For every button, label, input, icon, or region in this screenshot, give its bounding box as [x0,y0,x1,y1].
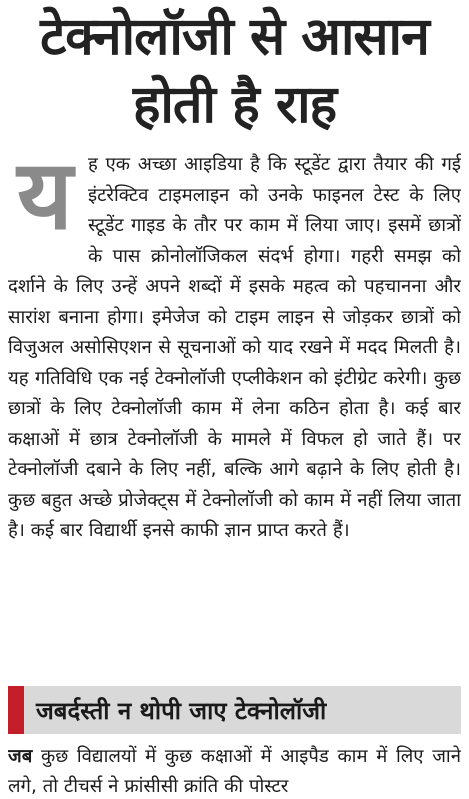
lead-word: जब [8,746,33,767]
article-paragraph: ह एक अच्छा आइडिया है कि स्टूडेंट द्वारा तैयार की गई इंटरेक्टिव टाइमलाइन को उनके फाइनल टेस्ट के लिए स्टूडेंट गाइड के तौर पर काम में लिया जाए। इसमें छात्रों के पास क्रोनोलॉजिकल संदर्भ होगा। गहरी समझ को दर्शाने के लिए उन्हें अपने शब्दों में इसके महत्व को पहचानना और सारांश बनाना होगा। इमेजेज को टाइम लाइन से जोड़कर छात्रों को विजुअल असोसिएशन से सूचनाओं को याद रखने में मदद मिलती है। यह गतिविधि एक नई टेक्नोलॉजी एप्लीकेशन को इंटीग्रेट करेगी। कुछ छात्रों के लिए टेक्नोलॉजी काम में लेना कठिन होता है। कई बार कक्षाओं में छात्र टेक्नोलॉजी के मामले में विफल हो जाते हैं। पर टेक्नोलॉजी दबाने के लिए नहीं, बल्कि आगे बढ़ाने के लिए होती है। कुछ बहुत अच्छे प्रोजेक्ट्स में टेक्नोलॉजी को काम में नहीं लिया जाता है। कई बार विद्यार्थी इनसे काफी ज्ञान प्राप्त करते हैं। [8,154,461,541]
headline-line-2: होती है राह [132,75,337,135]
second-article-body [8,742,461,799]
second-article-text: कुछ विद्यालयों में कुछ कक्षाओं में आइपैड काम में लिए जाने लगे, तो टीचर्स ने फ्रांसीसी क्रांति की पोस्टर [8,746,461,797]
subheading-box [8,686,461,734]
subheading-text: जबर्दस्ती न थोपी जाए टेक्नोलॉजी [36,696,327,725]
drop-cap: य [17,150,73,251]
article-body [8,150,461,680]
headline-line-1: टेक्नोलॉजी से आसान [40,7,429,67]
second-article-paragraph [8,742,461,799]
subheading-accent-bar [8,686,24,734]
